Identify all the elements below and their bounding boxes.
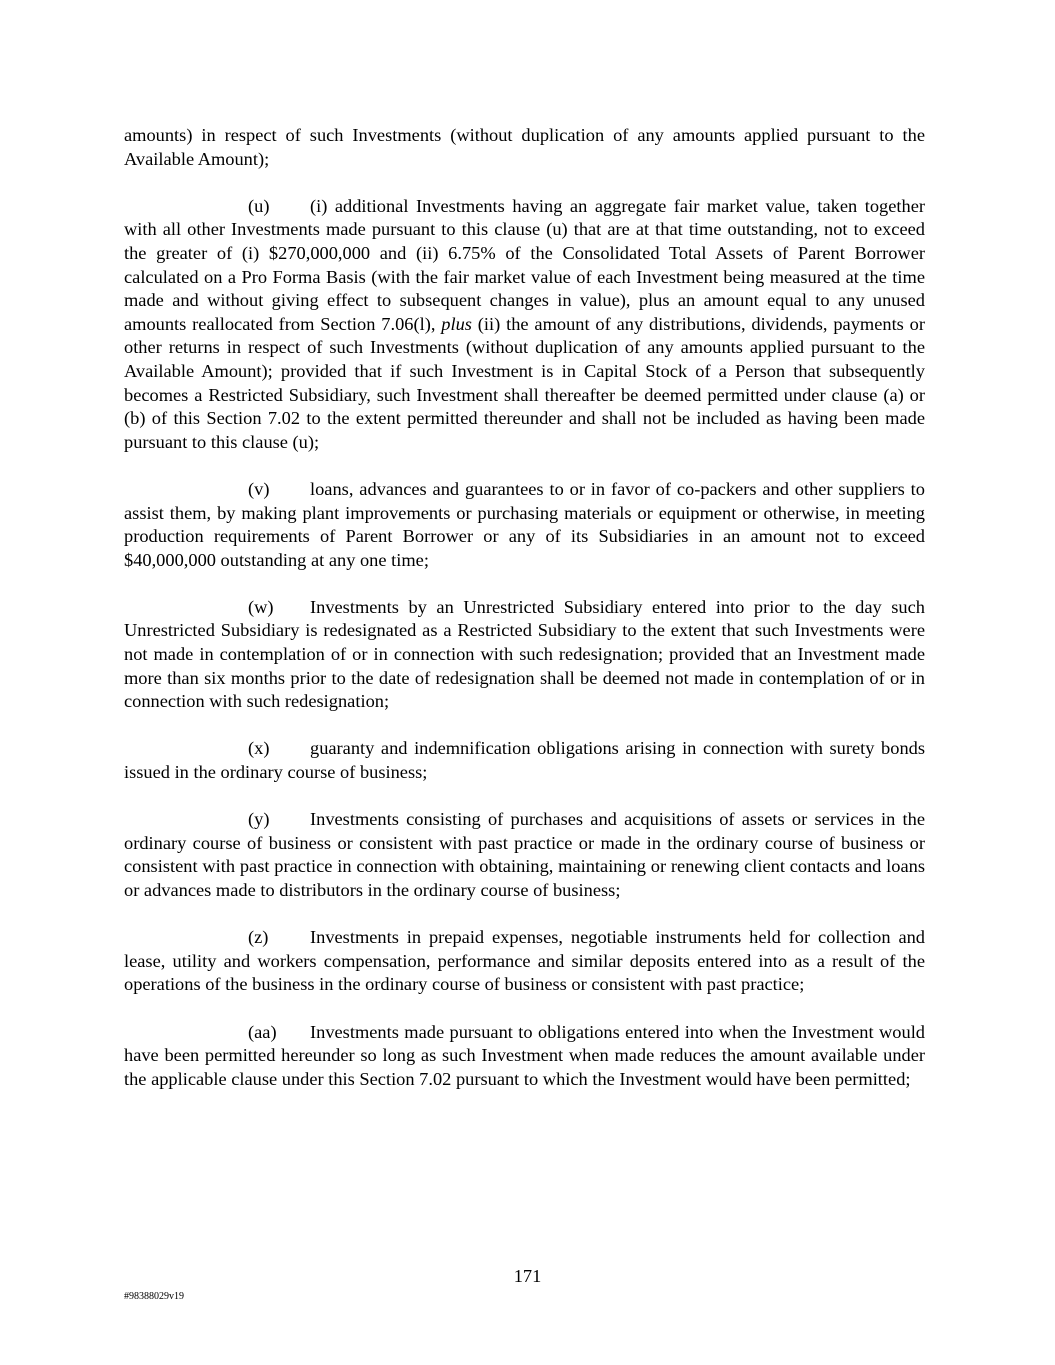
clause-label: (u) bbox=[248, 195, 270, 216]
clause-z bbox=[124, 926, 925, 997]
clause-aa bbox=[124, 1021, 925, 1092]
clause-u bbox=[124, 195, 925, 455]
clause-text: loans, advances and guarantees to or in favor of co-packers and other suppliers to assist them, by making plant improvements or purchasing materials or equipment or otherwise, in meeting production requirements of Parent Borrower or any of its Subsidiaries in an amount not to exceed $40,000,000 outstanding at any one time; bbox=[124, 478, 925, 570]
clause-text: Investments in prepaid expenses, negotiable instruments held for collection and lease, utility and workers compensation, performance and similar deposits entered into as a result of the operations of the business in the ordinary course of business or consistent with past practice; bbox=[124, 927, 925, 995]
clause-text: (i) additional Investments having an aggregate fair market value, taken together with all other Investments made pursuant to this clause (u) that are at that time outstanding, not to exceed the greater of (i) $270,000,000 and (ii) 6.75% of the Consolidated Total Assets of Parent Borrower calculated on a Pro Forma Basis (with the fair market value of each Investment being measured at the time made and without giving effect to subsequent changes in value), plus an amount equal to any unused amounts reallocated from Section 7.06(l), bbox=[124, 195, 925, 334]
clause-label: (z) bbox=[248, 927, 269, 948]
document-id: #98388029v19 bbox=[124, 1291, 184, 1302]
page-number: 171 bbox=[513, 1266, 542, 1286]
clause-label: (aa) bbox=[248, 1021, 277, 1042]
clause-text: Investments by an Unrestricted Subsidiary entered into prior to the day such Unrestricted Subsidiary is redesignated as a Restricted Subsidiary to the extent that such Investments were not made in contemplation of or in connection with such redesignation; provided that an Investment made more than six months prior to the date of redesignation shall be deemed not made in contemplation of or in connection with such redesignation; bbox=[124, 596, 925, 712]
clause-x bbox=[124, 737, 925, 784]
document-body bbox=[124, 124, 925, 1115]
clause-italic-text: plus bbox=[441, 313, 472, 334]
clause-label: (x) bbox=[248, 738, 270, 759]
clause-y bbox=[124, 808, 925, 902]
clause-label: (w) bbox=[248, 596, 274, 617]
clause-text-continued: (ii) the amount of any distributions, dividends, payments or other returns in respect of such Investments (without duplication of any amounts applied pursuant to the Available Amount); provided that if such Investment is in Capital Stock of a Person that subsequently becomes a Restricted Subsidiary, such Investment shall thereafter be deemed permitted under clause (a) or (b) of this Section 7.02 to the extent permitted thereunder and shall not be included as having been made pursuant to this clause (u); bbox=[124, 313, 926, 452]
clause-v bbox=[124, 478, 925, 572]
clause-label: (v) bbox=[248, 478, 270, 499]
clause-label: (y) bbox=[248, 809, 270, 830]
continuation-paragraph: amounts) in respect of such Investments (without duplication of any amounts applied pursuant to the Available Amount); bbox=[124, 125, 925, 169]
clause-text: Investments made pursuant to obligations entered into when the Investment would have been permitted hereunder so long as such Investment when made reduces the amount available under the applicable clause under this Section 7.02 pursuant to which the Investment would have been permitted; bbox=[124, 1021, 925, 1089]
clause-w bbox=[124, 596, 925, 714]
clause-text: Investments consisting of purchases and acquisitions of assets or services in the ordinary course of business or consistent with past practice or made in the ordinary course of business or consistent with past practice in connection with obtaining, maintaining or renewing client contacts and loans or advances made to distributors in the ordinary course of business; bbox=[124, 809, 925, 900]
clause-text: guaranty and indemnification obligations arising in connection with surety bonds issued in the ordinary course of business; bbox=[124, 738, 925, 783]
